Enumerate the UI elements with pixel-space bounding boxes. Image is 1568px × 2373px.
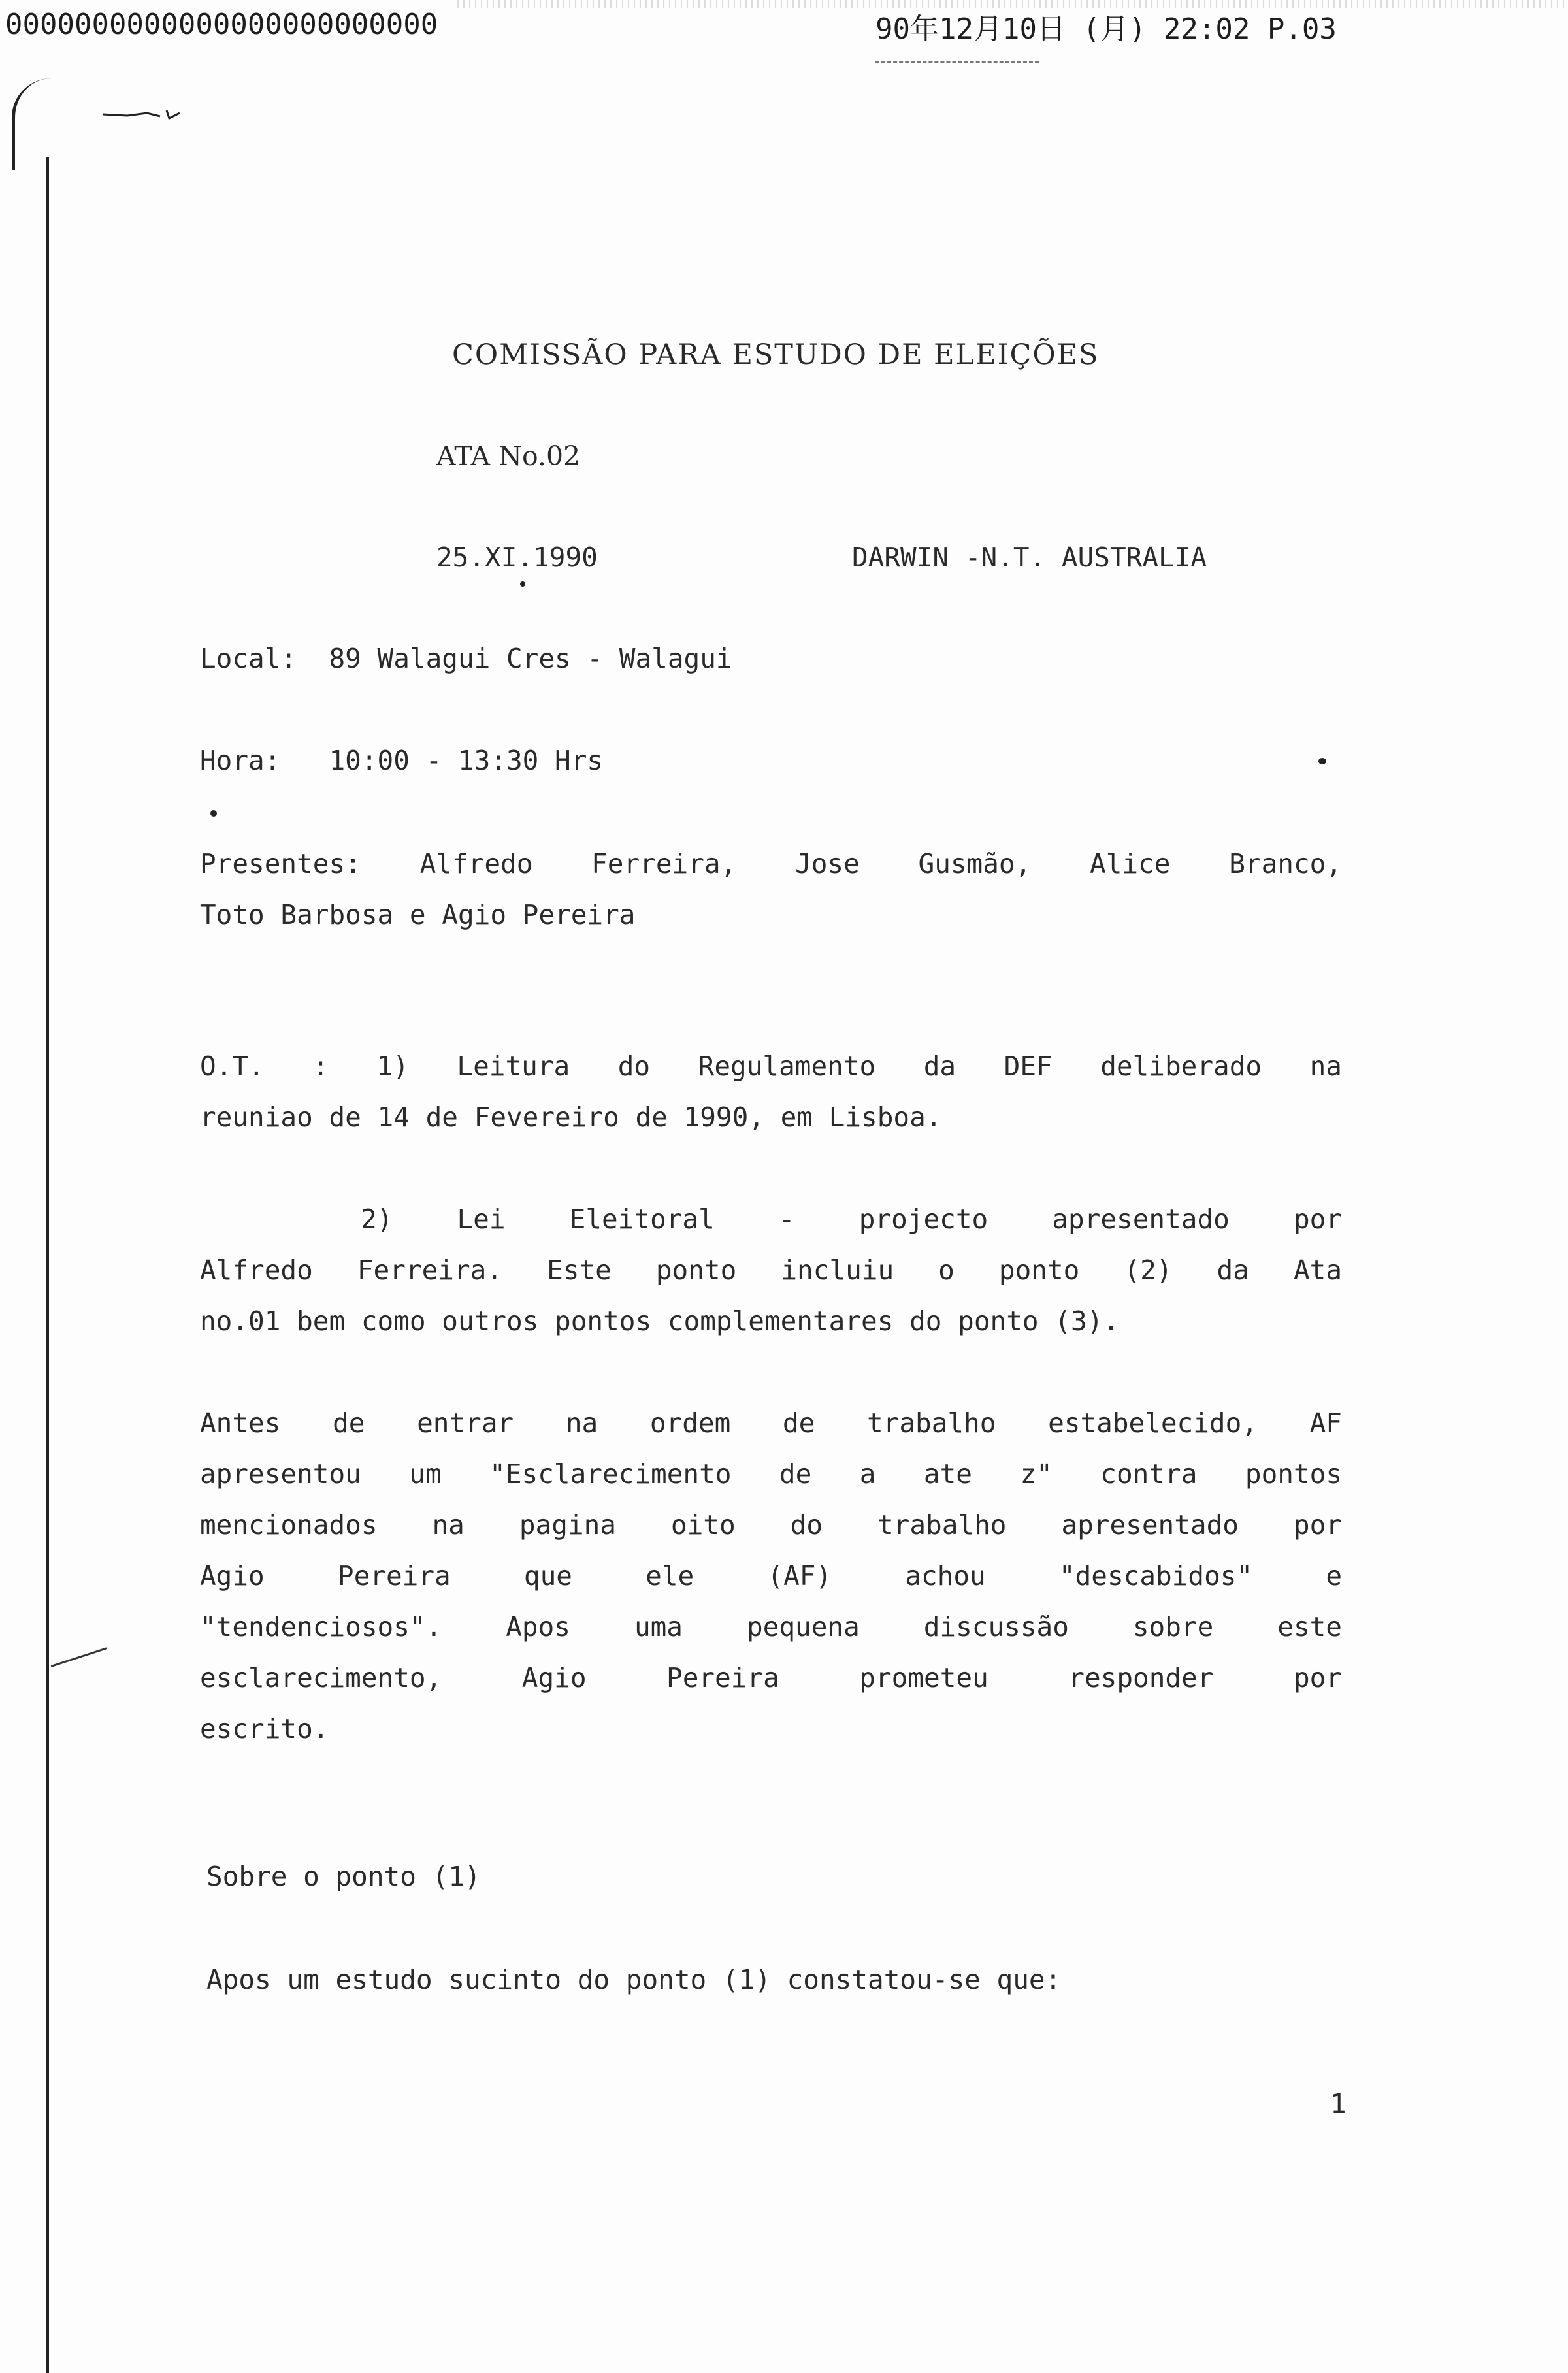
sobre-heading: Sobre o ponto (1) xyxy=(206,1861,481,1892)
ot-item-2-line-3: no.01 bem como outros pontos complementares do ponto (3). xyxy=(200,1305,1119,1337)
fax-header-rule xyxy=(875,61,1039,63)
handwritten-mark-icon xyxy=(101,108,186,121)
ot-item-1-line-2: reuniao de 14 de Fevereiro de 1990, em Lisboa. xyxy=(200,1102,942,1133)
antes-line-4: Agio Pereira que ele (AF) achou "descabidos" e xyxy=(200,1560,1342,1592)
hora-line: Hora: 10:00 - 13:30 Hrs xyxy=(200,745,604,776)
antes-line-6: esclarecimento, Agio Pereira prometeu responder por xyxy=(200,1662,1342,1694)
antes-line-2: apresentou um "Esclarecimento de a ate z" contra pontos xyxy=(200,1458,1342,1490)
binding-notch xyxy=(51,1647,108,1667)
ot-item-2-line-1: 2) Lei Eleitoral - projecto apresentado por xyxy=(361,1203,1342,1235)
speck xyxy=(210,810,217,817)
binding-margin-line xyxy=(46,157,49,2373)
antes-line-5: "tendenciosos". Apos uma pequena discussão sobre este xyxy=(200,1611,1342,1643)
presentes-line-1: Presentes: Alfredo Ferreira, Jose Gusmão, Alice Branco, xyxy=(200,848,1342,879)
document-title: COMISSÃO PARA ESTUDO DE ELEIÇÕES xyxy=(452,338,1100,371)
binding-curve xyxy=(12,78,54,170)
antes-line-3: mencionados na pagina oito do trabalho apresentado por xyxy=(200,1509,1342,1541)
speck xyxy=(1318,758,1326,764)
ata-number: ATA No.02 xyxy=(436,440,581,472)
ot-item-1-line-1: O.T. : 1) Leitura do Regulamento da DEF deliberado na xyxy=(200,1051,1342,1082)
local-line: Local: 89 Walagui Cres - Walagui xyxy=(200,643,732,674)
fax-header-timestamp: 90年12月10日 (月) 22:02 P.03 xyxy=(875,12,1337,46)
ot-item-2-line-2: Alfredo Ferreira. Este ponto incluiu o ponto (2) da Ata xyxy=(200,1254,1342,1286)
antes-line-7: escrito. xyxy=(200,1713,329,1744)
meeting-date: 25.XI.1990 xyxy=(436,542,598,573)
page-number: 1 xyxy=(1330,2088,1347,2119)
speck xyxy=(520,581,525,587)
antes-line-1: Antes de entrar na ordem de trabalho estabelecido, AF xyxy=(200,1407,1342,1439)
fax-header-left: 0000000000000000000000000 xyxy=(5,8,438,41)
meeting-place: DARWIN -N.T. AUSTRALIA xyxy=(852,542,1207,573)
fax-header xyxy=(0,5,1568,44)
presentes-line-2: Toto Barbosa e Agio Pereira xyxy=(200,899,636,930)
apos-line: Apos um estudo sucinto do ponto (1) constatou-se que: xyxy=(206,1964,1062,1995)
